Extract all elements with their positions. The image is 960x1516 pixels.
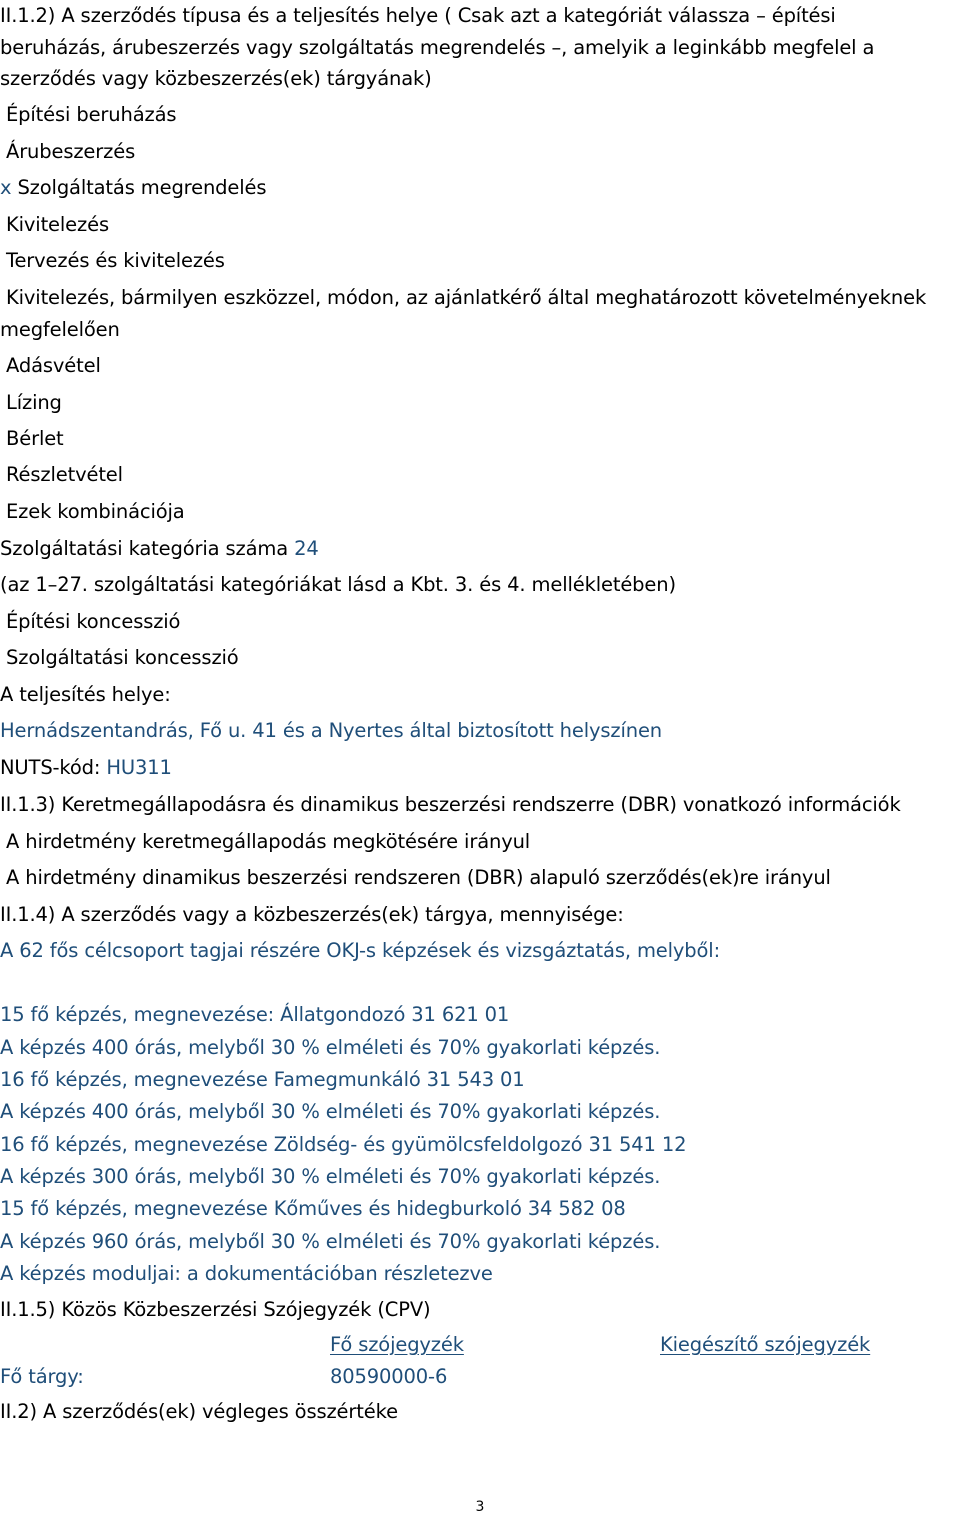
subject-intro: A 62 fős célcsoport tagjai részére OKJ-s képzések és vizsgáztatás, melyből: — [0, 939, 720, 962]
option-arubeszerzes: Árubeszerzés — [6, 140, 136, 163]
option-kivitelezes: Kivitelezés — [6, 213, 109, 236]
cpv-main-subject-value: 80590000-6 — [330, 1365, 448, 1388]
option-kivitelezes-barmilyen-line1: Kivitelezés, bármilyen eszközzel, módon, az ajánlatkérő által meghatározott követelményeknek — [6, 286, 927, 309]
option-reszletvetel: Részletvétel — [6, 463, 123, 486]
cpv-col-kiegeszito-szojegyzek: Kiegészítő szójegyzék — [660, 1333, 871, 1356]
section-heading-subject: II.1.4) A szerződés vagy a közbeszerzés(ek) tárgya, mennyisége: — [0, 903, 624, 926]
option-keretmegallapodas: A hirdetmény keretmegállapodás megkötésére irányul — [6, 830, 531, 853]
option-szolgaltatasi-koncesszio: Szolgáltatási koncesszió — [6, 646, 239, 669]
option-kivitelezes-barmilyen-line2: megfelelően — [0, 318, 120, 341]
subject-line: A képzés 300 órás, melyből 30 % elméleti és 70% gyakorlati képzés. — [0, 1165, 661, 1188]
section-heading-contract-type-line1: II.1.2) A szerződés típusa és a teljesítés helye ( Csak azt a kategóriát válassza – építési — [0, 4, 836, 27]
option-szolgaltatas-label: Szolgáltatás megrendelés — [17, 176, 267, 199]
subject-line: 16 fő képzés, megnevezése Famegmunkáló 31 543 01 — [0, 1068, 525, 1091]
option-kombinacio: Ezek kombinációja — [6, 500, 185, 523]
section-heading-contract-type-line3: szerződés vagy közbeszerzés(ek) tárgyának) — [0, 67, 432, 90]
nuts-code-value: HU311 — [106, 756, 172, 779]
place-of-performance-value: Hernádszentandrás, Fő u. 41 és a Nyertes által biztosított helyszínen — [0, 719, 663, 742]
option-tervezes-es-kivitelezes: Tervezés és kivitelezés — [6, 249, 225, 272]
option-lizing: Lízing — [6, 391, 62, 414]
subject-line: 15 fő képzés, megnevezése: Állatgondozó 31 621 01 — [0, 1003, 510, 1026]
section-heading-contract-type-line2: beruházás, árubeszerzés vagy szolgáltatás megrendelés –, amelyik a leginkább megfelel a — [0, 36, 875, 59]
nuts-code-label: NUTS-kód: — [0, 756, 101, 779]
selected-check-mark: x — [0, 176, 12, 199]
subject-line: 15 fő képzés, megnevezése Kőműves és hidegburkoló 34 582 08 — [0, 1197, 626, 1220]
subject-line: A képzés 960 órás, melyből 30 % elméleti és 70% gyakorlati képzés. — [0, 1230, 661, 1253]
service-category-row — [0, 536, 319, 562]
place-of-performance-label: A teljesítés helye: — [0, 683, 171, 706]
service-category-value: 24 — [294, 537, 319, 560]
subject-line: A képzés 400 órás, melyből 30 % elméleti és 70% gyakorlati képzés. — [0, 1036, 661, 1059]
nuts-code-row — [0, 755, 172, 781]
subject-line: A képzés 400 órás, melyből 30 % elméleti és 70% gyakorlati képzés. — [0, 1100, 661, 1123]
option-berlet: Bérlet — [6, 427, 64, 450]
option-dbr: A hirdetmény dinamikus beszerzési rendszeren (DBR) alapuló szerződés(ek)re irányul — [6, 866, 831, 889]
subject-line: A képzés moduljai: a dokumentációban részletezve — [0, 1262, 493, 1285]
section-heading-total-value: II.2) A szerződés(ek) végleges összértéke — [0, 1400, 398, 1423]
service-category-label: Szolgáltatási kategória száma — [0, 537, 289, 560]
option-epitesi-beruhazas: Építési beruházás — [6, 103, 177, 126]
option-adasvetel: Adásvétel — [6, 354, 101, 377]
service-category-note: (az 1–27. szolgáltatási kategóriákat lásd a Kbt. 3. és 4. mellékletében) — [0, 573, 676, 596]
page-number: 3 — [475, 1499, 485, 1515]
option-epitesi-koncesszio: Építési koncesszió — [6, 610, 181, 633]
option-szolgaltatas-megrendeles — [0, 175, 266, 201]
subject-line: 16 fő képzés, megnevezése Zöldség- és gyümölcsfeldolgozó 31 541 12 — [0, 1133, 687, 1156]
section-heading-cpv: II.1.5) Közös Közbeszerzési Szójegyzék (CPV) — [0, 1298, 431, 1321]
cpv-col-fo-szojegyzek: Fő szójegyzék — [330, 1333, 464, 1356]
section-heading-framework: II.1.3) Keretmegállapodásra és dinamikus beszerzési rendszerre (DBR) vonatkozó információk — [0, 793, 901, 816]
cpv-main-subject-label: Fő tárgy: — [0, 1365, 84, 1388]
